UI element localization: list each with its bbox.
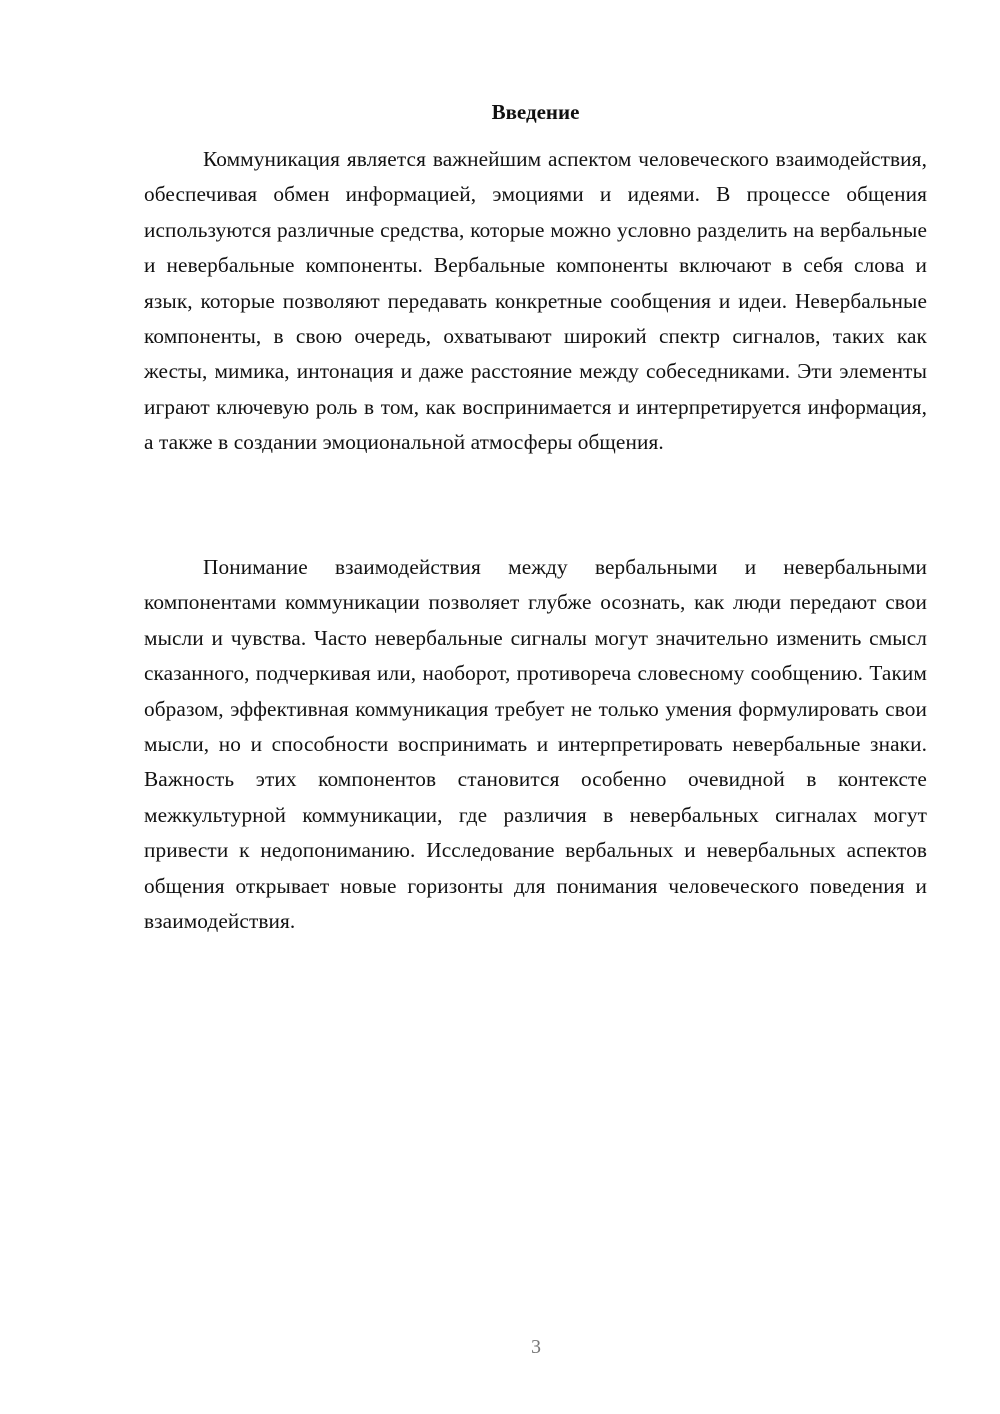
page-number: 3 — [531, 1336, 541, 1358]
paragraph-text: Понимание взаимодействия между вербальными и невербальными компонентами коммуникации позволяет глубже осознать, как люди передают свои мысли и чувства. Часто невербальные сигналы могут значительно изменить смысл сказанного, подчеркивая или, наоборот, противореча словесному сообщению. Таким образом, эффективная коммуникация требует не только умения формулировать свои мысли, но и способности воспринимать и интерпретировать невербальные знаки. Важность этих компонентов становится особенно очевидной в контексте межкультурной коммуникации, где различия в невербальных сигналах могут привести к недопониманию. Исследование вербальных и невербальных аспектов общения открывает новые горизонты для понимания человеческого поведения и взаимодействия. — [144, 555, 927, 934]
page-title: Введение — [491, 100, 580, 124]
paragraph-2 — [144, 550, 927, 939]
paragraph-text: Коммуникация является важнейшим аспектом человеческого взаимодействия, обеспечивая обмен информацией, эмоциями и идеями. В процессе общения используются различные средства, которые можно условно разделить на вербальные и невербальные компоненты. Вербальные компоненты включают в себя слова и язык, которые позволяют передавать конкретные сообщения и идеи. Невербальные компоненты, в свою очередь, охватывают широкий спектр сигналов, таких как жесты, мимика, интонация и даже расстояние между собеседниками. Эти элементы играют ключевую роль в том, как воспринимается и интерпретируется информация, а также в создании эмоциональной атмосферы общения. — [144, 147, 927, 455]
paragraph-1 — [144, 142, 927, 461]
